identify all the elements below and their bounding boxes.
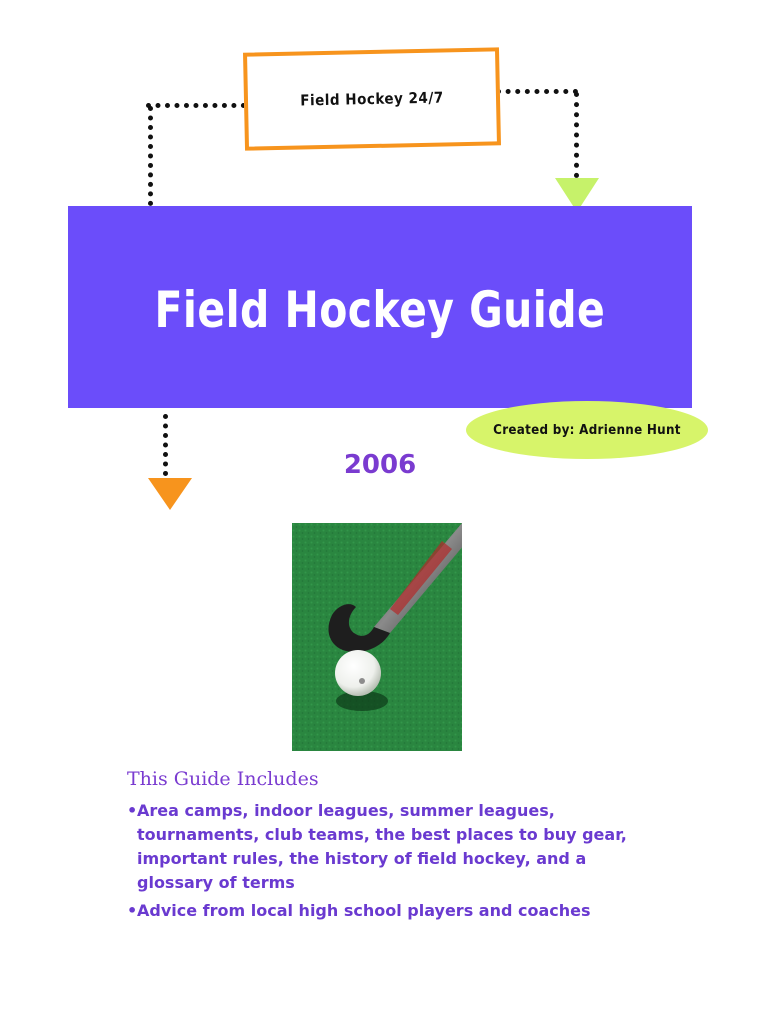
connector-line-right-down	[574, 92, 579, 178]
connector-line-below-banner	[163, 414, 168, 476]
guide-list	[127, 799, 667, 927]
author-text: Created by: Adrienne Hunt	[493, 422, 681, 438]
list-item-text: Area camps, indoor leagues, summer leagues, tournaments, club teams, the best places to buy gear, important rules, the history of field hockey, and a glossary of terms	[137, 801, 627, 892]
connector-line-right-top	[496, 89, 578, 94]
triangle-arrow-orange-icon	[148, 478, 192, 510]
field-hockey-photo	[292, 523, 462, 751]
connector-line-left-down	[148, 106, 153, 206]
author-badge	[466, 401, 708, 459]
bullet-icon: •	[127, 801, 138, 820]
page-title: Field Hockey Guide	[154, 281, 606, 339]
list-item	[127, 799, 667, 895]
guide-heading: This Guide Includes	[127, 768, 319, 790]
list-item-text: Advice from local high school players and coaches	[137, 901, 591, 920]
connector-line-left-top	[146, 103, 246, 108]
header-box-text: Field Hockey 24/7	[300, 88, 444, 110]
list-item	[127, 899, 667, 923]
title-banner	[68, 206, 692, 408]
header-box	[243, 47, 501, 150]
bullet-icon: •	[127, 901, 138, 920]
year-label: 2006	[343, 450, 417, 480]
